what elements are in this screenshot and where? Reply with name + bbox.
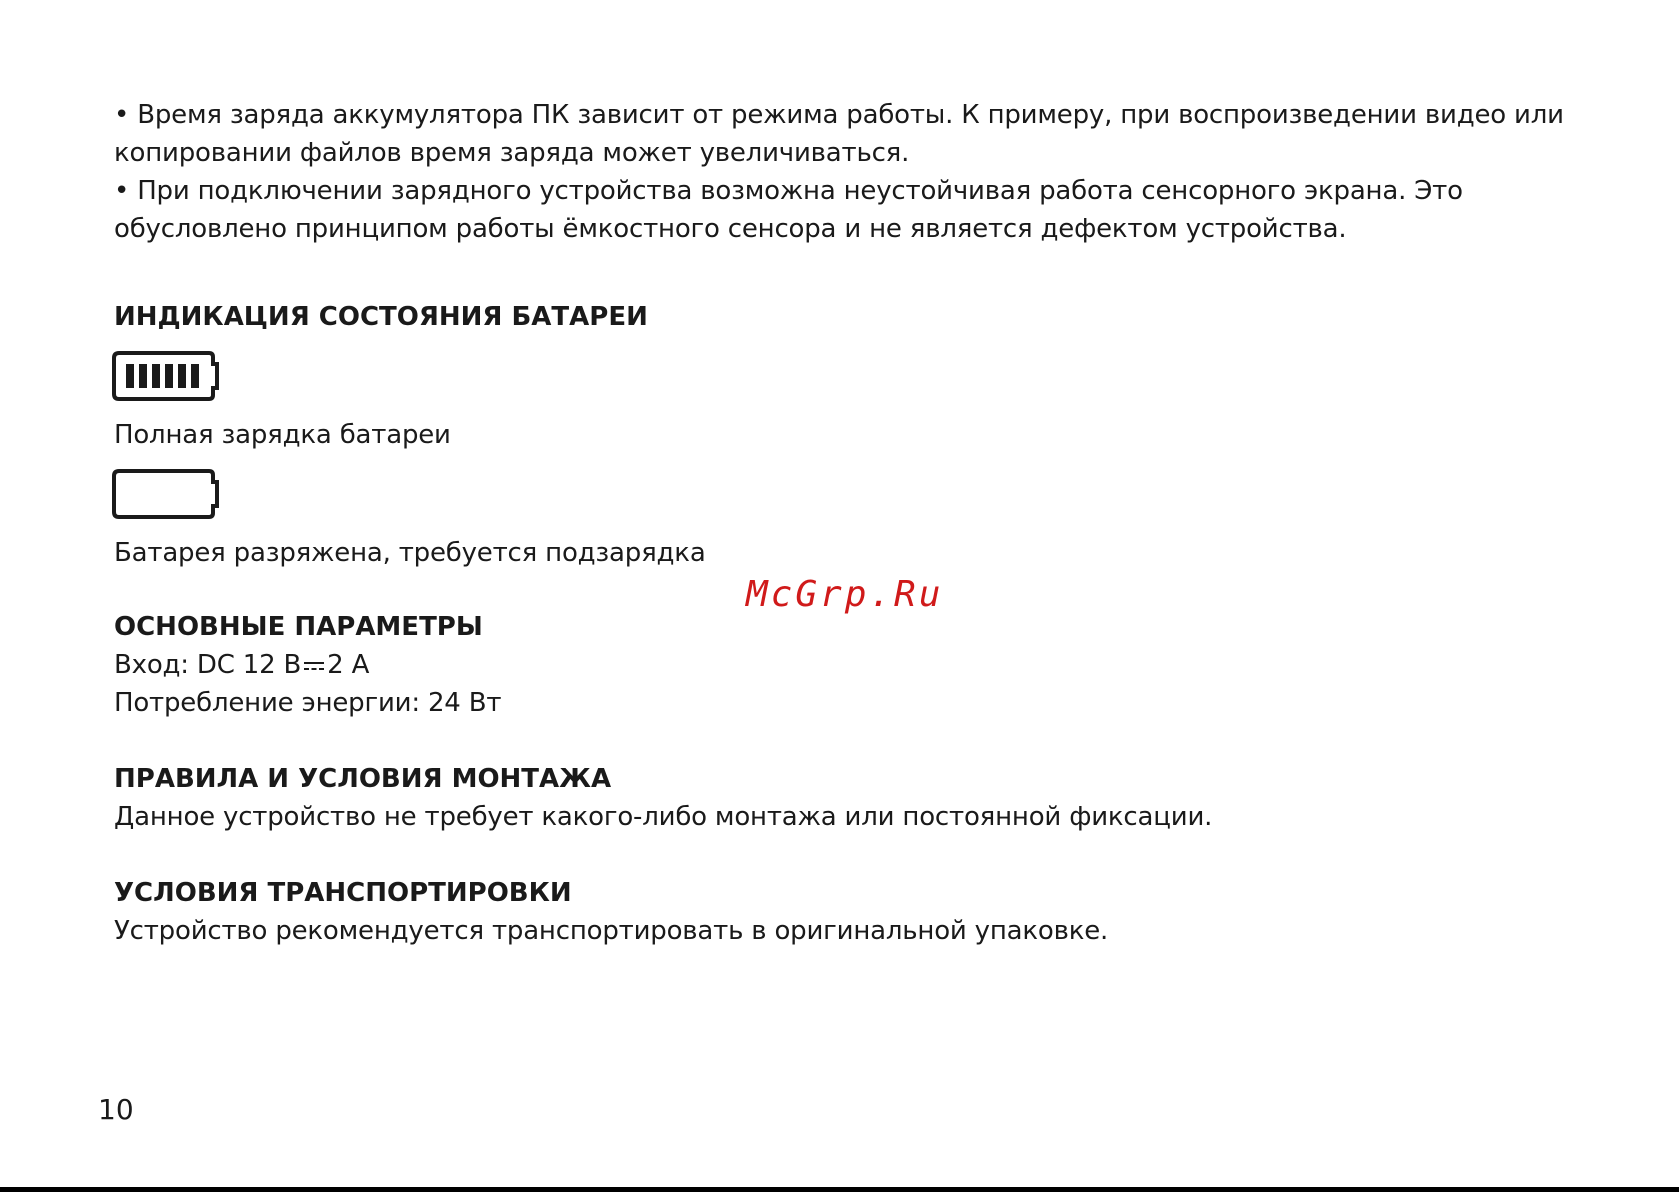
battery-full-label: Полная зарядка батареи bbox=[114, 420, 451, 450]
intro-bullet-charge-time: • Время заряда аккумулятора ПК зависит от режима работы. К примеру, при воспроизведении видео или копировании файлов время заряда может увеличиваться. bbox=[114, 100, 1564, 168]
page-content bbox=[114, 96, 1574, 950]
page-number: 10 bbox=[98, 1093, 134, 1126]
transport-section-title: УСЛОВИЯ ТРАНСПОРТИРОВКИ bbox=[114, 878, 572, 908]
battery-empty-label: Батарея разряжена, требуется подзарядка bbox=[114, 538, 706, 568]
params-input bbox=[114, 646, 1574, 684]
mounting-section-title: ПРАВИЛА И УСЛОВИЯ МОНТАЖА bbox=[114, 764, 612, 794]
params-input-current: 2 А bbox=[327, 650, 370, 680]
params-section-title: ОСНОВНЫЕ ПАРАМЕТРЫ bbox=[114, 612, 483, 642]
transport-text: Устройство рекомендуется транспортировать в оригинальной упаковке. bbox=[114, 916, 1109, 946]
battery-full-icon bbox=[111, 350, 221, 402]
intro-bullet-touchscreen: • При подключении зарядного устройства возможна неустойчивая работа сенсорного экрана. Это обусловлено принципом работы ёмкостного сенсора и не является дефектом устройства. bbox=[114, 176, 1463, 244]
params-power: Потребление энергии: 24 Вт bbox=[114, 688, 502, 718]
dc-current-icon bbox=[303, 659, 325, 673]
watermark-text: McGrp.Ru bbox=[746, 574, 944, 615]
mounting-text: Данное устройство не требует какого-либо монтажа или постоянной фиксации. bbox=[114, 802, 1213, 832]
params-input-voltage: Вход: DC 12 В bbox=[114, 650, 302, 680]
battery-empty-icon bbox=[111, 468, 221, 520]
battery-section-title: ИНДИКАЦИЯ СОСТОЯНИЯ БАТАРЕИ bbox=[114, 302, 648, 332]
bottom-border bbox=[0, 1187, 1679, 1192]
